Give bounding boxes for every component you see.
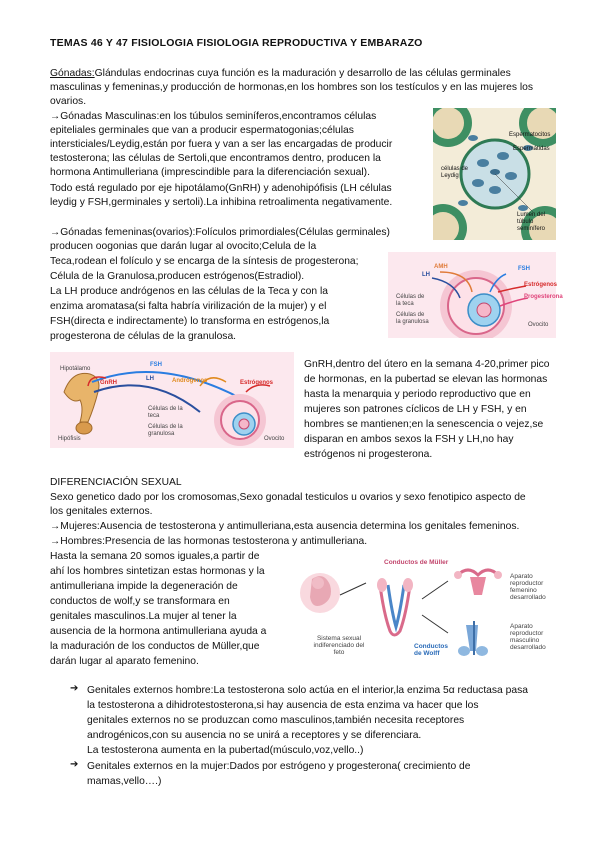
masculinas-line: →Gónadas Masculinas:en los túbulos seminíferos,encontramos células: [50, 111, 377, 122]
femeninas-line: →Gónadas femeninas(ovarios):Folículos primordiales(Células germinales): [50, 227, 390, 238]
hormone-label-estrogen: Estrógenos: [524, 282, 558, 288]
bullet-line: La testosterona aumenta en la pubertad(músculo,voz,vello..): [87, 745, 364, 756]
axis-label-androgens: Andrógenos: [172, 378, 208, 384]
femeninas-line: producen oogonias que darán lugar al ovocito;Celula de la: [50, 241, 317, 252]
diferenciacion-left-line: la maduración de los conductos de Müller,que: [50, 641, 260, 652]
bullet-arrow-icon: ➔: [70, 683, 79, 694]
follicle-hormones-figure: [388, 252, 563, 338]
label-mullerian-ducts: Conductos de Müller: [384, 559, 449, 566]
axis-label-lh: LH: [146, 376, 154, 382]
gnrh-line: hombres se mantienen;en la senescencia o vejez,se: [304, 419, 544, 430]
gonadas-line-3: ovarios.: [50, 96, 87, 107]
axis-label-hypothalamus: Hipotálamo: [60, 366, 91, 372]
masculinas-line: Todo está regulado por eje hipotálamo(GnRH) y adenohipófisis (LH células: [50, 183, 392, 194]
cell-label-oocyte: Ovocito: [528, 322, 549, 328]
diferenciacion-left-line: Hasta la semana 20 somos iguales,a partir de: [50, 551, 260, 562]
bullet-arrow-icon: ➔: [70, 759, 79, 770]
label-male-tract: Aparato reproductor masculino desarrollado: [510, 623, 546, 651]
bullet-line: Genitales externos hombre:La testosterona solo actúa en el interior,la enzima 5α reductasa pasa: [87, 685, 528, 696]
gnrh-line: GnRH,dentro del útero en la semana 4-20,primer pico: [304, 359, 550, 370]
diferenciacion-line: los genitales externos.: [50, 506, 153, 517]
testis-label: células de Leydig: [441, 166, 469, 179]
diferenciacion-left-line: darán lugar al aparato femenino.: [50, 656, 199, 667]
femeninas-line: La LH produce andrógenos en las células de la Teca y con la: [50, 286, 329, 297]
masculinas-line: testosterona; las células de Sertoli,que encontramos dentro, producen la: [50, 153, 381, 164]
femeninas-line: enzima aromatasa(si falta habría virilización de la mujer) y el: [50, 301, 327, 312]
femeninas-line: Célula de la Granulosa,producen estrógenos(Estradiol).: [50, 271, 305, 282]
gnrh-line: de hormonas, en la pubertad se elevan las hormonas: [304, 374, 548, 385]
testis-label: Espermatocitos: [509, 132, 551, 138]
axis-label-fsh: FSH: [150, 362, 162, 368]
masculinas-line: hormona Antimulleriana (imprescindible para la diferenciación sexual).: [50, 167, 370, 178]
bullet-line: genitales externos no se produzcan como masculinos,también necesita receptores: [87, 715, 465, 726]
axis-label-theca: Células de la teca: [148, 406, 183, 419]
testis-label: Lumen del túbulo seminífero: [517, 212, 546, 232]
femeninas-line: FSH(directa e indirectamente) lo transforma en estrógenos,la: [50, 316, 330, 327]
hormone-label-amh: AMH: [434, 264, 448, 270]
masculinas-line: leydig y FSH,germinales y sertoli).La inhibina retroalimenta negativamente.: [50, 197, 393, 208]
femeninas-line: Teca,rodean el folículo y se encarga de la síntesis de progesterona;: [50, 256, 359, 267]
axis-label-estrogens: Estrógenos: [240, 380, 274, 386]
cell-label-granulosa: Células de la granulosa: [396, 312, 429, 325]
cell-label-theca: Células de la teca: [396, 294, 425, 307]
gnrh-line: disparan en ambos sexos la FSH y LH,no hay: [304, 434, 514, 445]
diferenciacion-left-line: genitales masculinos.La mujer al tener la: [50, 611, 237, 622]
hypothalamic-pituitary-ovarian-figure: [50, 352, 294, 448]
diferenciacion-left-line: antimulleriana impide la degeneración de: [50, 581, 238, 592]
femeninas-line: progesterona de células de la granulosa.: [50, 331, 237, 342]
diferenciacion-left-line: ausencia de la hormona antimulleriana ayuda a: [50, 626, 267, 637]
diferenciacion-line: →Mujeres:Ausencia de testosterona y antimulleriana,esta ausencia determina los genitales femeninos.: [50, 521, 520, 532]
diferenciacion-line: →Hombres:Presencia de las hormonas testosterona y antimulleriana.: [50, 536, 368, 547]
page-title: TEMAS 46 Y 47 FISIOLOGIA FISIOLOGIA REPRODUCTIVA Y EMBARAZO: [50, 37, 423, 49]
diferenciacion-left-line: conductos de wolf,y se transformara en: [50, 596, 230, 607]
label-wolffian-ducts: Conductos de Wolff: [414, 643, 448, 657]
gonadas-line-2: masculinas y femeninas,y producción de hormonas,en los hombres son los testículos y en las mujeres los: [50, 82, 534, 93]
bullet-line: mamas,vello….): [87, 776, 162, 787]
gonadas-term: Gónadas:: [50, 68, 95, 79]
diferenciacion-left-line: ahí los hombres sintetizan estas hormonas y la: [50, 566, 265, 577]
bullet-line: Genitales externos en la mujer:Dados por estrógeno y progesterona( crecimiento de: [87, 761, 471, 772]
axis-label-oocyte: Ovocito: [264, 436, 285, 442]
section-heading: DIFERENCIACIÓN SEXUAL: [50, 477, 182, 488]
sexual-differentiation-figure: [298, 555, 556, 670]
hormone-label-lh: LH: [422, 272, 430, 278]
seminiferous-tubule-figure: [433, 108, 556, 240]
masculinas-line: epiteliales germinales que van a producir espermatogonias;células: [50, 125, 354, 136]
masculinas-line: intersticiales/Leydig,están por fuera y van a ser las encargadas de producir: [50, 139, 393, 150]
gnrh-line: hasta la menarquia y periodo reproductivo que en: [304, 389, 531, 400]
gnrh-line: estrógenos ni progesterona.: [304, 449, 433, 460]
label-female-tract: Aparato reproductor femenino desarrollado: [510, 573, 546, 601]
axis-label-granulosa: Células de la granulosa: [148, 424, 183, 437]
bullet-line: androgénicos,con su ausencia no se unirá a receptores y se diferenciara.: [87, 730, 422, 741]
hormone-label-progesterone: Progesterona: [524, 294, 563, 300]
bullet-line: la testosterona a dihidrotestosterona,si hay ausencia de esta enzima va hacer que los: [87, 700, 479, 711]
hormone-label-fsh: FSH: [518, 266, 530, 272]
diferenciacion-line: Sexo genetico dado por los cromosomas,Sexo gonadal testiculos u ovarios y sexo fenotipico aspecto de: [50, 492, 526, 503]
gonadas-line-1: Gónadas:Glándulas endocrinas cuya función es la maduración y desarrollo de las células germinales: [50, 68, 511, 79]
label-indifferent-system: Sistema sexual indiferenciado del feto: [313, 635, 365, 656]
axis-label-pituitary: Hipófisis: [58, 436, 81, 442]
axis-label-gnrh: GnRH: [100, 380, 117, 386]
testis-label: Espermátidas: [513, 146, 550, 152]
gnrh-line: mujeres son patrones cíclicos de LH y FSH, y en: [304, 404, 527, 415]
